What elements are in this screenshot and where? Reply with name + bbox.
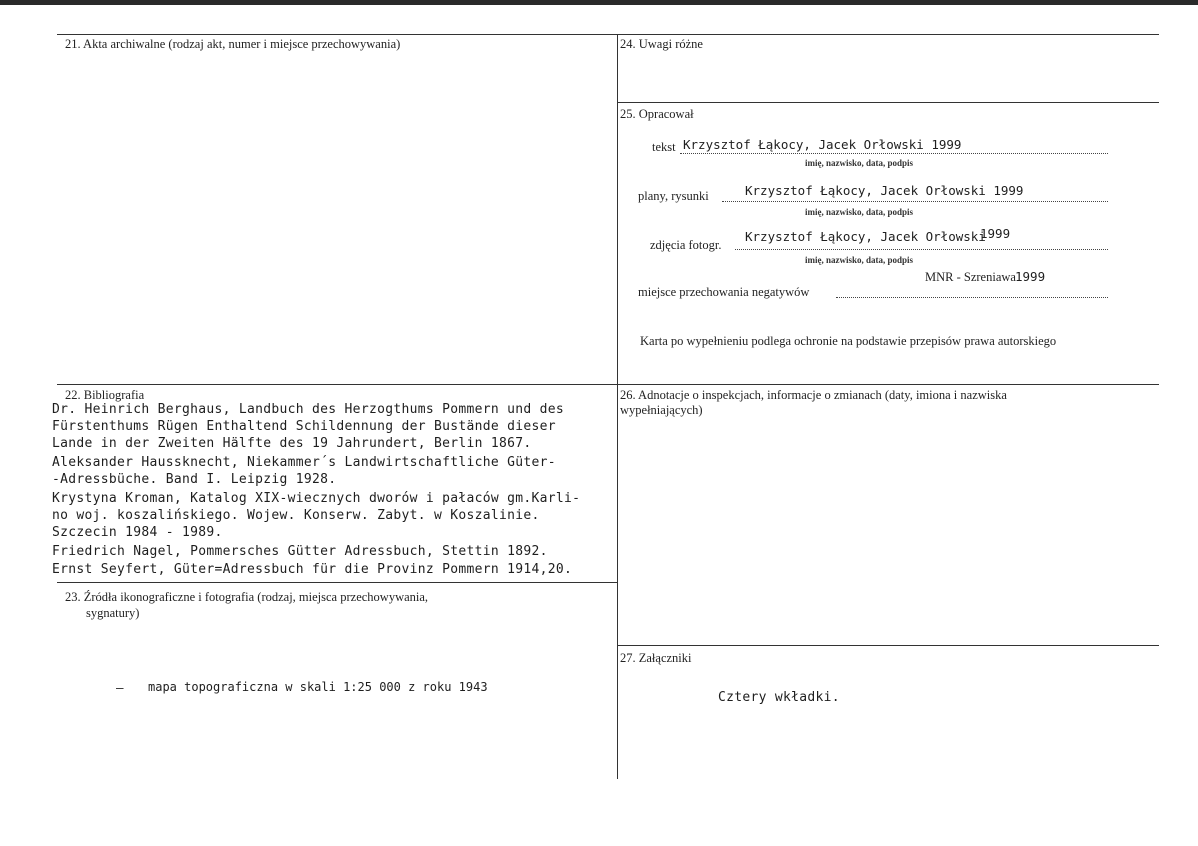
plany-dotted-line bbox=[722, 200, 1108, 202]
top-rule bbox=[57, 34, 1159, 35]
zdjecia-label: zdjęcia fotogr. bbox=[650, 238, 722, 252]
tekst-caption: imię, nazwisko, data, podpis bbox=[805, 158, 914, 168]
plany-label: plany, rysunki bbox=[638, 189, 709, 203]
bibliography-line: Aleksander Haussknecht, Niekammer´s Landwirtschaftliche Güter- bbox=[52, 455, 556, 470]
attachments-value: Cztery wkładki. bbox=[718, 690, 840, 705]
zdjecia-year: 1999 bbox=[980, 226, 1011, 241]
bibliography-line: Szczecin 1984 - 1989. bbox=[52, 525, 223, 540]
section-26-label: 26. Adnotacje o inspekcjach, informacje o zmianach (daty, imiona i nazwiska wypełniających) bbox=[620, 388, 1007, 417]
negatywy-year: 1999 bbox=[1015, 269, 1046, 284]
tekst-label: tekst bbox=[652, 140, 676, 154]
section-24-label: 24. Uwagi różne bbox=[620, 37, 703, 51]
tekst-dotted-line bbox=[680, 152, 1108, 154]
negatywy-label: miejsce przechowania negatywów bbox=[638, 285, 810, 299]
section-27-label: 27. Załączniki bbox=[620, 651, 692, 665]
plany-value: Krzysztof Łąkocy, Jacek Orłowski 1999 bbox=[745, 183, 1024, 198]
rule-26-27 bbox=[617, 645, 1159, 646]
bibliography-line: Lande in der Zweiten Hälfte des 19 Jahrundert, Berlin 1867. bbox=[52, 436, 532, 451]
section-25-label: 25. Opracował bbox=[620, 107, 694, 121]
bibliography-line: Dr. Heinrich Berghaus, Landbuch des Herzogthums Pommern und des bbox=[52, 402, 564, 417]
copyright-note: Karta po wypełnieniu podlega ochronie na podstawie przepisów prawa autorskiego bbox=[640, 334, 1057, 348]
zdjecia-value: Krzysztof Łąkocy, Jacek Orłowski bbox=[745, 229, 986, 244]
column-divider bbox=[617, 34, 618, 779]
rule-21-22 bbox=[57, 384, 1159, 385]
tekst-value: Krzysztof Łąkocy, Jacek Orłowski 1999 bbox=[683, 137, 962, 152]
section-23-label-cont: sygnatury) bbox=[86, 606, 140, 620]
iconography-entry: mapa topograficzna w skali 1:25 000 z roku 1943 bbox=[148, 680, 488, 694]
bibliography-line: Krystyna Kroman, Katalog XIX-wiecznych dworów i pałaców gm.Karli- bbox=[52, 491, 581, 506]
negatywy-place: MNR - Szreniawa bbox=[925, 270, 1016, 284]
section-21-label: 21. Akta archiwalne (rodzaj akt, numer i miejsce przechowywania) bbox=[65, 37, 401, 51]
plany-caption: imię, nazwisko, data, podpis bbox=[805, 207, 914, 217]
negatywy-dotted-line bbox=[836, 296, 1108, 298]
rule-24-25 bbox=[617, 102, 1159, 103]
iconography-dash: – bbox=[116, 680, 124, 695]
section-22-label: 22. Bibliografia bbox=[65, 388, 145, 402]
bibliography-line: Fürstenthums Rügen Enthaltend Schildennung der Bustände dieser bbox=[52, 419, 556, 434]
zdjecia-caption: imię, nazwisko, data, podpis bbox=[805, 255, 914, 265]
rule-22-23 bbox=[57, 582, 617, 583]
bibliography-line: -Adressbüche. Band I. Leipzig 1928. bbox=[52, 472, 337, 487]
zdjecia-dotted-line bbox=[735, 248, 1108, 250]
scan-top-edge bbox=[0, 0, 1198, 5]
section-23-label: 23. Źródła ikonograficzne i fotografia (rodzaj, miejsca przechowywania, bbox=[65, 590, 429, 604]
bibliography-line: no woj. koszalińskiego. Wojew. Konserw. Zabyt. w Koszalinie. bbox=[52, 508, 540, 523]
bibliography-line: Friedrich Nagel, Pommersches Gütter Adressbuch, Stettin 1892. bbox=[52, 544, 548, 559]
bibliography-line: Ernst Seyfert, Güter=Adressbuch für die Provinz Pommern 1914,20. bbox=[52, 562, 573, 577]
